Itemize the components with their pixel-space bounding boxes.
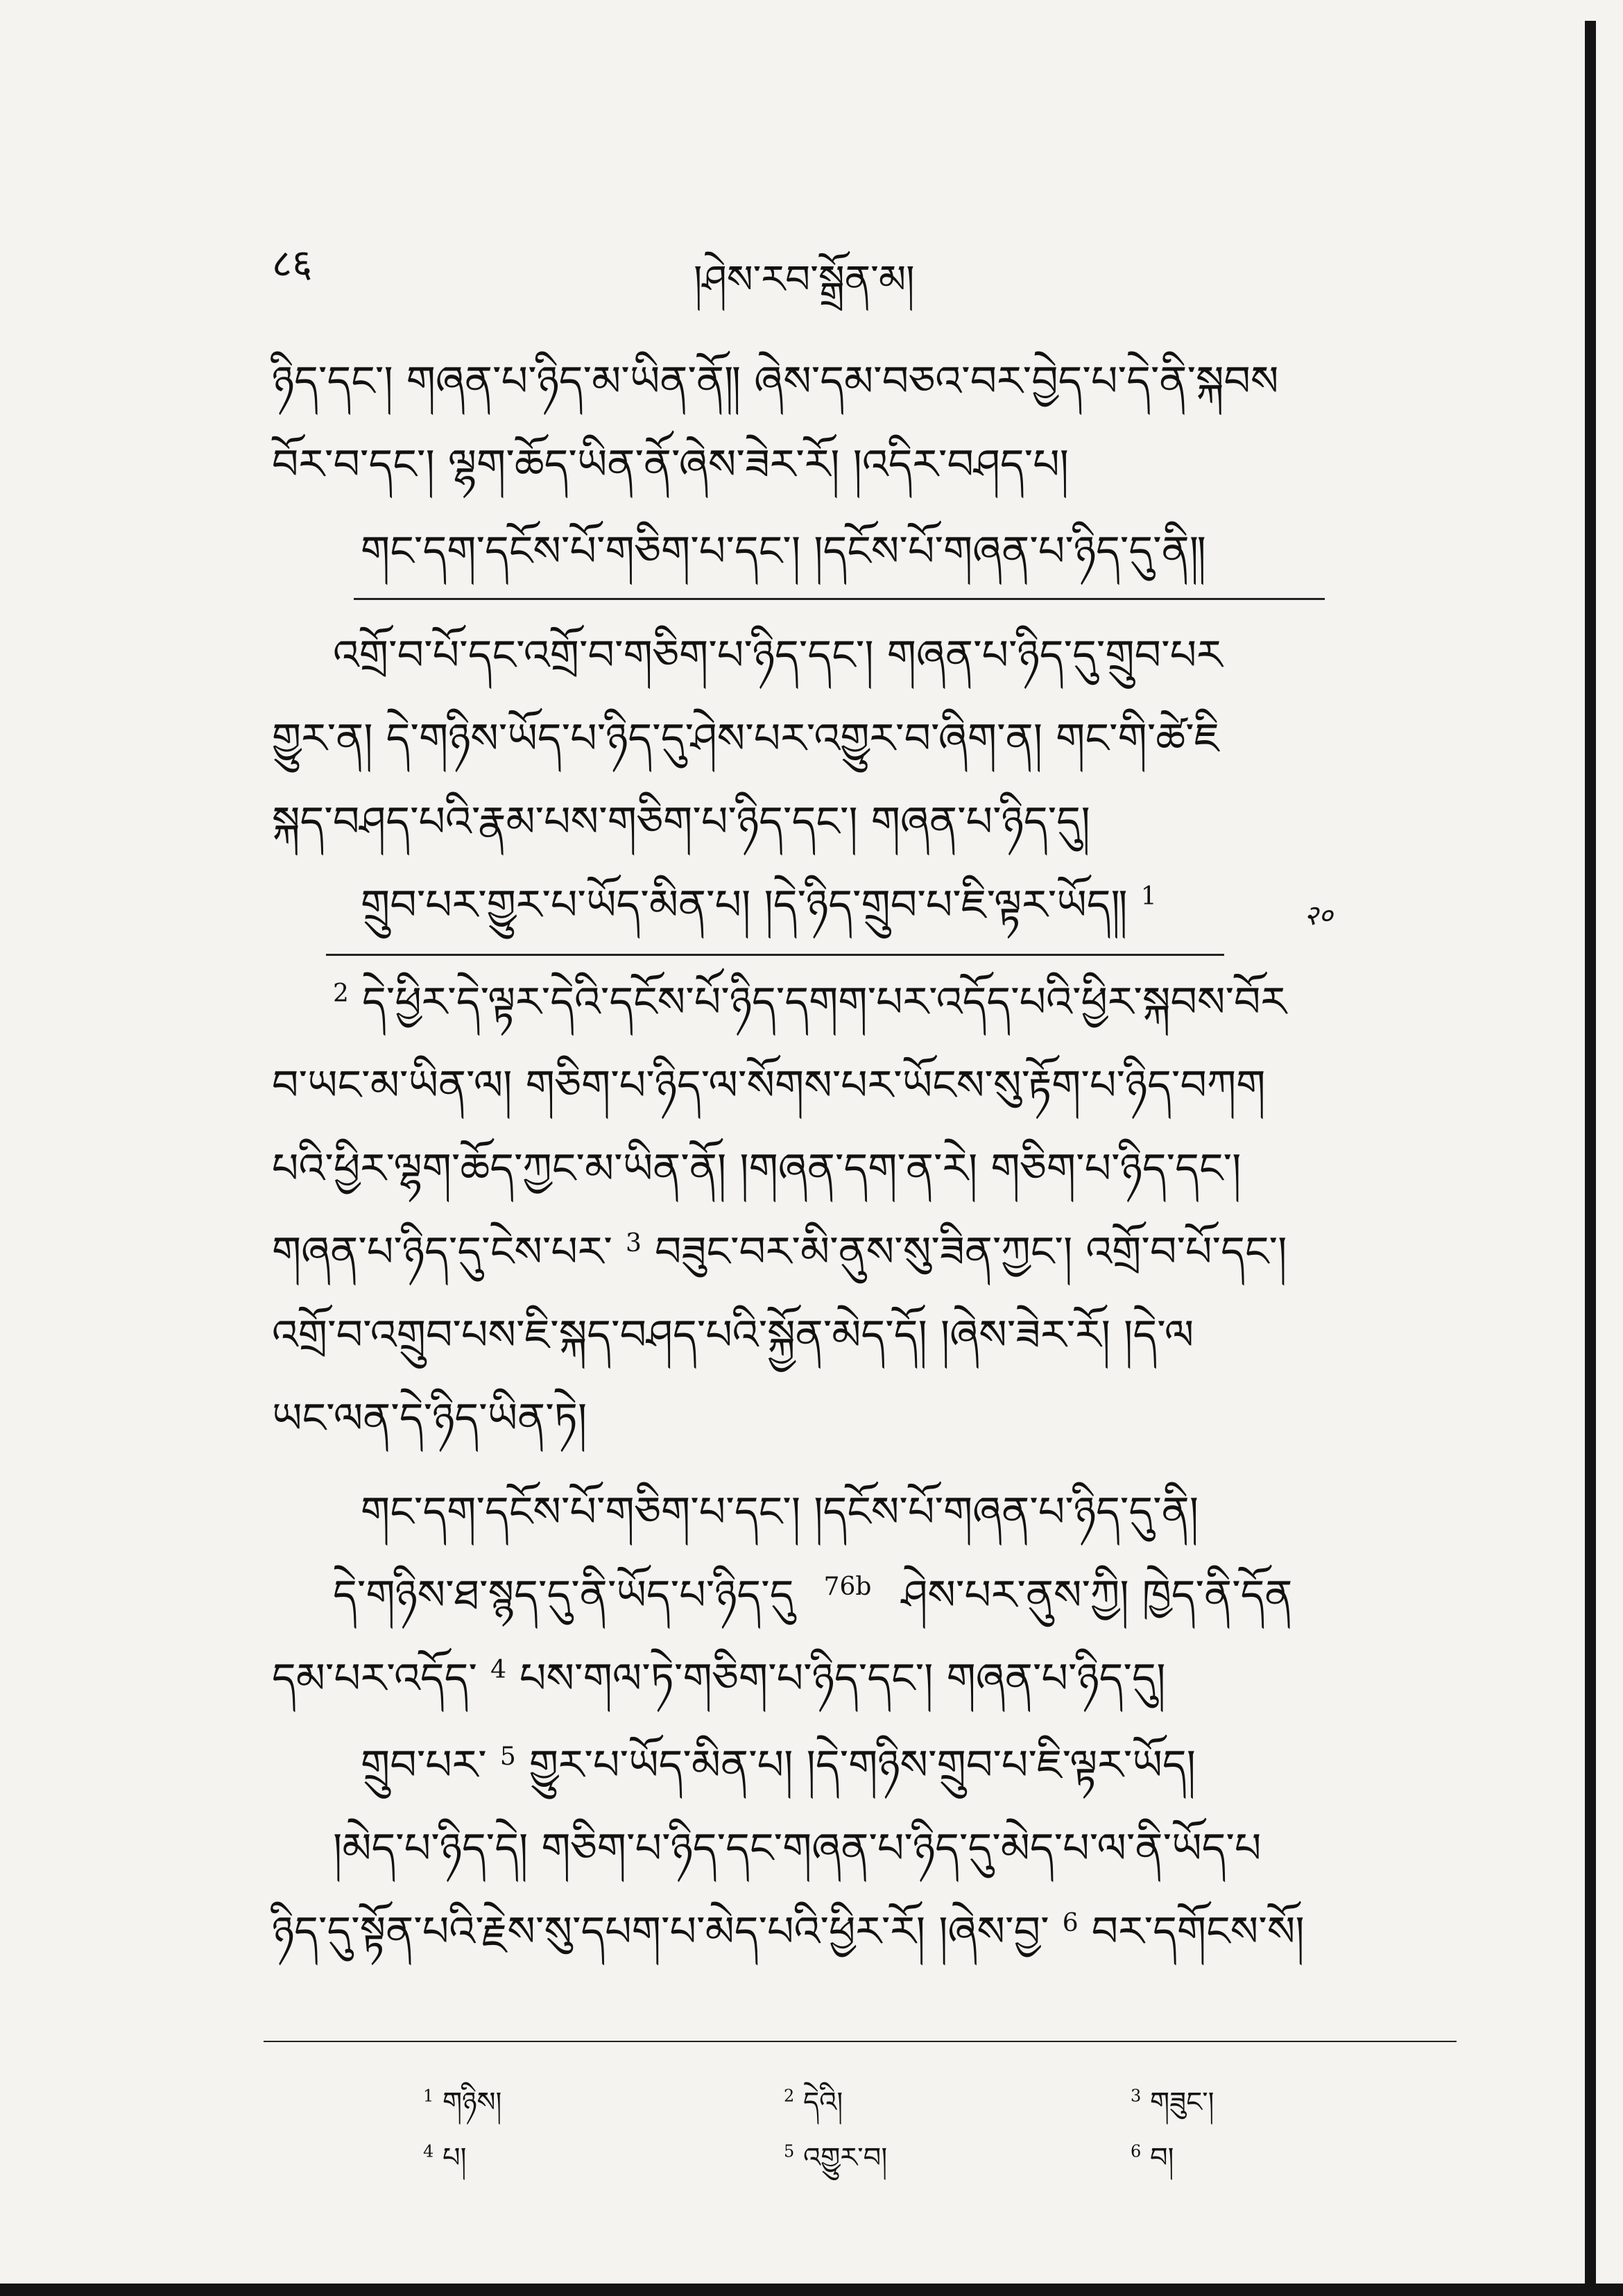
footnote-text: བ། (1150, 2142, 1174, 2174)
body-line-10: འགྲོ་བ་འགྲུབ་པས་ཇི་སྐད་བཤད་པའི་སྐྱོན་མེད་དོ། །ཞེས་ཟེར་རོ། །དེ་ལ (272, 1311, 1194, 1360)
footnote-text: དེའི། (803, 2087, 843, 2118)
footnote-number: 2 (784, 2086, 795, 2106)
note-marker-2: 2 (333, 979, 349, 1008)
verse-3: གང་དག་དངོས་པོ་གཅིག་པ་དང་། །དངོས་པོ་གཞན་པ་ཉིད་དུ་ནི། (361, 1488, 1199, 1536)
page-number: ८६ (272, 241, 313, 286)
footnote-number: 4 (423, 2141, 434, 2161)
note-marker-4: 4 (490, 1656, 506, 1684)
verse-4b: གྱུར་པ་ཡོད་མིན་པ། །དེ་གཉིས་གྲུབ་པ་ཇི་ལྟར་ཡོད། (529, 1741, 1196, 1790)
note-marker-3: 3 (625, 1229, 642, 1258)
body-line-4: གྱུར་ན། དེ་གཉིས་ཡོད་པ་ཉིད་དུ་ཤེས་པར་འགྱུར་བ་ཞིག་ན། གང་གི་ཚེ་ཇི (272, 714, 1220, 763)
running-head: །ཤེས་རབ་སྒྲོན་མ། (694, 257, 915, 302)
body-line-13a: དམ་པར་འདོད་ (272, 1654, 477, 1703)
verse-2 (361, 881, 1157, 929)
footnote-number: 5 (784, 2141, 795, 2161)
body-line-11: ཡང་ལན་དེ་ཉིད་ཡིན་ཏེ། (272, 1394, 587, 1443)
body-line-9 (272, 1228, 1287, 1276)
body-line-9a: གཞན་པ་ཉིད་དུ་ངེས་པར་ (272, 1228, 612, 1276)
body-line-13b: པས་གལ་ཏེ་གཅིག་པ་ཉིད་དང་། གཞན་པ་ཉིད་དུ། (519, 1654, 1166, 1703)
note-marker-5: 5 (499, 1742, 516, 1771)
body-line-13 (272, 1654, 1166, 1703)
body-line-6-text: དེ་ཕྱིར་དེ་ལྟར་དེའི་དངོས་པོ་ཉིད་དགག་པར་འདོད་པའི་ཕྱིར་སྐབས་བོར (361, 978, 1287, 1027)
footnote-5 (784, 2126, 887, 2204)
note-marker-6: 6 (1062, 1909, 1079, 1937)
verse-1: གང་དག་དངོས་པོ་གཅིག་པ་དང་། །དངོས་པོ་གཞན་པ་ཉིད་དུ་ནི༎ (361, 527, 1206, 576)
body-line-6 (333, 978, 1287, 1027)
body-line-9b: བཟུང་བར་མི་ནུས་སུ་ཟིན་ཀྱང་། འགྲོ་བ་པོ་དང་། (654, 1228, 1287, 1276)
footnote-number: 6 (1131, 2141, 1142, 2161)
footnote-number: 3 (1131, 2086, 1142, 2106)
verse-2-underline (326, 954, 1224, 956)
footnote-number: 1 (423, 2086, 434, 2106)
verse-1-underline (354, 598, 1325, 600)
body-line-8: པའི་ཕྱིར་ལྷག་ཆོད་ཀྱང་མ་ཡིན་ནོ། །གཞན་དག་ན་རེ། གཅིག་པ་ཉིད་དང་། (272, 1145, 1242, 1193)
footnote-6 (1131, 2126, 1174, 2204)
page-edge-bar (1585, 21, 1596, 2296)
verse-4a: གྲུབ་པར་ (361, 1741, 487, 1790)
bottom-scan-edge (0, 2284, 1623, 2296)
body-line-12b: ཤེས་པར་ནུས་ཀྱི། ཁྱེད་ནི་དོན (901, 1571, 1293, 1620)
footnote-rule (264, 2041, 1457, 2042)
body-line-7: བ་ཡང་མ་ཡིན་ལ། གཅིག་པ་ཉིད་ལ་སོགས་པར་ཡོངས་སུ་རྟོག་པ་ཉིད་བཀག (272, 1061, 1266, 1110)
verse-4 (361, 1741, 1196, 1790)
body-line-2: བོར་བ་དང་། ལྷག་ཆོད་ཡིན་ནོ་ཞེས་ཟེར་རོ། །འདིར་བཤད་པ། (272, 440, 1069, 489)
body-line-12 (333, 1571, 1293, 1620)
body-line-12a: དེ་གཉིས་ཐ་སྙད་དུ་ནི་ཡོད་པ་ཉིད་དུ (333, 1571, 794, 1620)
footnote-text: པ། (443, 2142, 467, 2174)
footnote-text: འགྱུར་བ། (803, 2142, 888, 2174)
verse-2-note-marker: 1 (1140, 882, 1157, 911)
body-line-3: འགྲོ་བ་པོ་དང་འགྲོ་བ་གཅིག་པ་ཉིད་དང་། གཞན་པ་ཉིད་དུ་གྲུབ་པར (333, 631, 1223, 680)
body-line-15a: ཉིད་དུ་སྟོན་པའི་རྗེས་སུ་དཔག་པ་མེད་པའི་ཕྱིར་རོ། །ཞེས་བྱ་ (272, 1908, 1049, 1956)
body-line-14: །མེད་པ་ཉིད་དེ། གཅིག་པ་ཉིད་དང་གཞན་པ་ཉིད་དུ་མེད་པ་ལ་ནི་ཡོད་པ (333, 1824, 1262, 1873)
body-line-15b: བར་དགོངས་སོ། (1091, 1908, 1305, 1956)
footnote-text: གཉིས། (443, 2087, 502, 2118)
body-line-15 (272, 1908, 1305, 1956)
folio-marker: 76b (823, 1573, 872, 1601)
footnote-text: གཟུང་། (1150, 2087, 1214, 2118)
verse-number: २० (1304, 900, 1333, 932)
footnote-4 (423, 2126, 467, 2204)
body-line-1: ཉིད་དང་། གཞན་པ་ཉིད་མ་ཡིན་ནོ༎ ཞེས་དམ་བཅའ་བར་བྱེད་པ་དེ་ནི་སྐབས (272, 357, 1279, 406)
body-line-5: སྐད་བཤད་པའི་རྣམ་པས་གཅིག་པ་ཉིད་དང་། གཞན་པ་ཉིད་དུ། (272, 798, 1090, 846)
verse-2-text: གྲུབ་པར་གྱུར་པ་ཡོད་མིན་པ། །དེ་ཉིད་གྲུབ་པ་ཇི་ལྟར་ཡོད༎ (361, 881, 1128, 929)
